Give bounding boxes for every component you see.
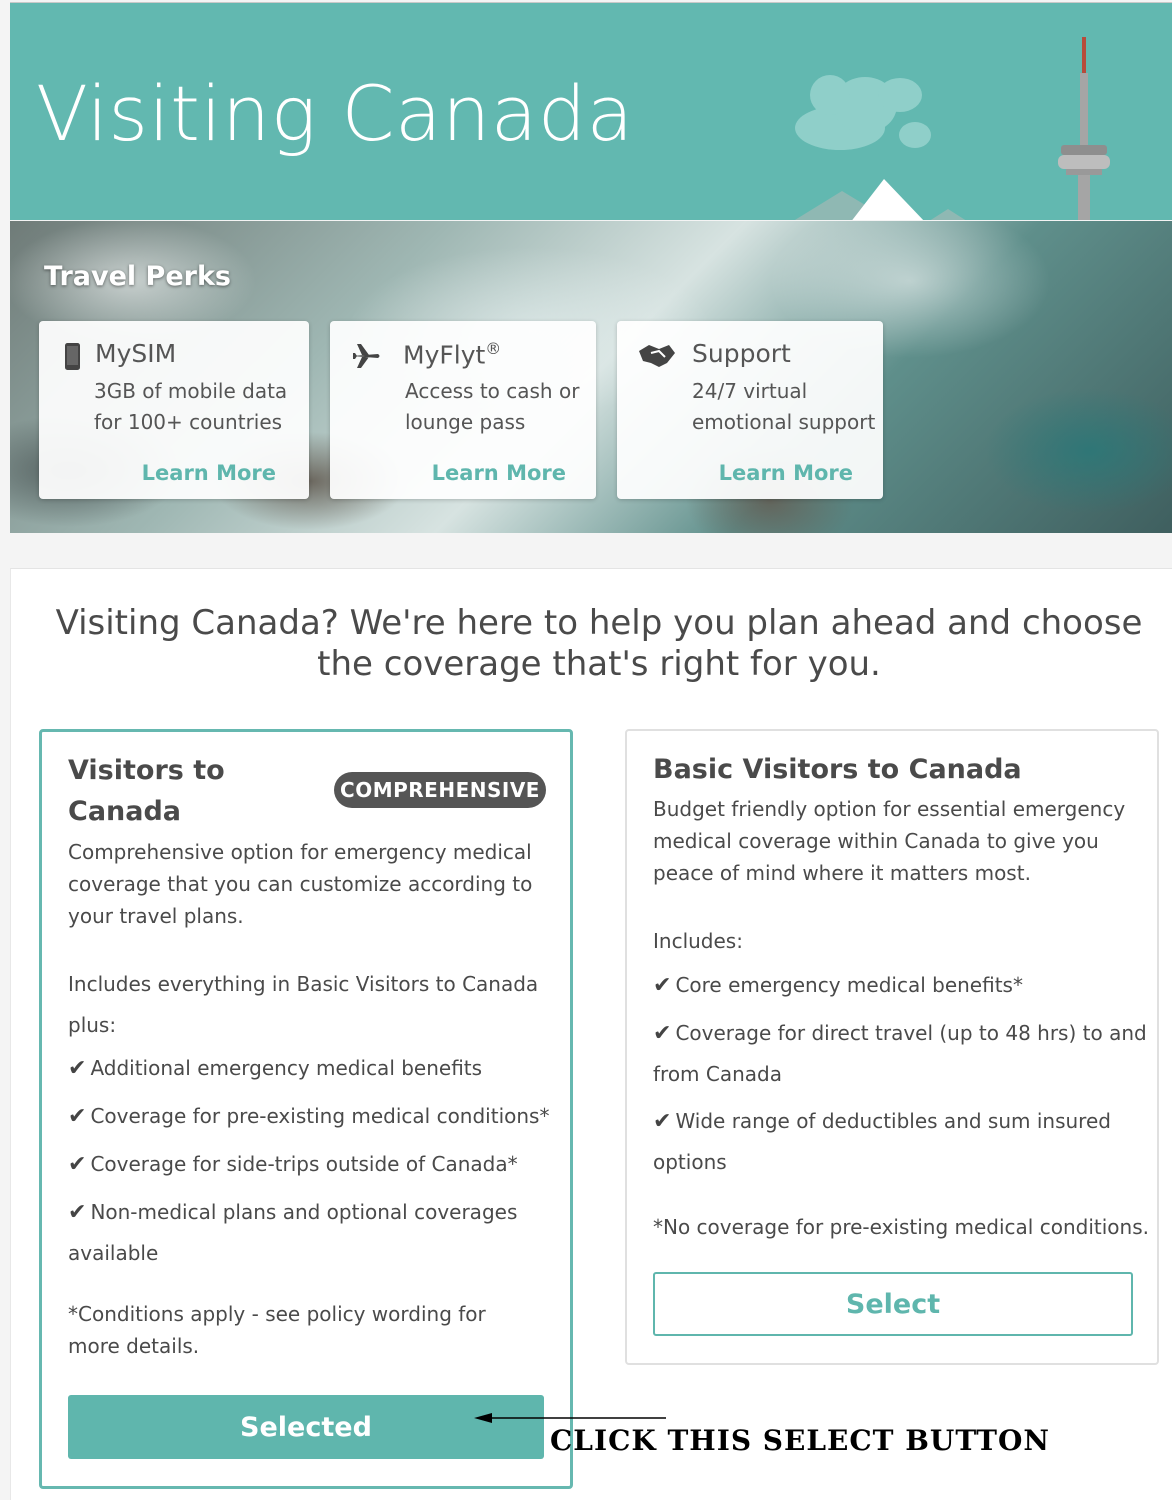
plan-footnote: *Conditions apply - see policy wording for more details. bbox=[68, 1302, 486, 1358]
checkmark-icon: ✔ bbox=[653, 1021, 672, 1046]
perk-card-mysim bbox=[39, 321, 309, 499]
perk-name: Support bbox=[692, 339, 791, 368]
handshake-icon bbox=[637, 341, 677, 371]
mountain-icon bbox=[790, 179, 970, 220]
feature-item: ✔ Coverage for direct travel (up to 48 hrs) to and from Canada bbox=[653, 1021, 1147, 1086]
plan-includes: Includes: bbox=[653, 929, 743, 953]
checkmark-icon: ✔ bbox=[653, 973, 672, 998]
travel-perks-section bbox=[10, 221, 1172, 533]
checkmark-icon: ✔ bbox=[68, 1152, 87, 1177]
comprehensive-badge: COMPREHENSIVE bbox=[334, 772, 546, 808]
plan-description: Budget friendly option for essential emergency medical coverage within Canada to give you peace of mind where it matters most. bbox=[653, 797, 1126, 885]
cloud-icon bbox=[795, 75, 931, 150]
plan-description: Comprehensive option for emergency medical coverage that you can customize according to your travel plans. bbox=[68, 840, 533, 928]
plan-card-comprehensive bbox=[39, 729, 573, 1489]
perk-description: 3GB of mobile data for 100+ countries bbox=[94, 379, 288, 434]
feature-item: ✔ Coverage for pre-existing medical conditions* bbox=[68, 1104, 550, 1129]
perk-card-myflyt bbox=[330, 321, 596, 499]
intro-heading: Visiting Canada? We're here to help you plan ahead and choose the coverage that's right for you. bbox=[55, 603, 1143, 684]
hero-title: Visiting Canada bbox=[36, 69, 634, 158]
plan-title: Visitors to Canada bbox=[68, 755, 225, 827]
learn-more-link[interactable]: Learn More bbox=[718, 461, 853, 485]
checkmark-icon: ✔ bbox=[653, 1109, 672, 1134]
hero-banner bbox=[10, 2, 1172, 220]
plans-section bbox=[10, 568, 1172, 1500]
cn-tower-icon bbox=[1058, 37, 1110, 220]
perk-description: 24/7 virtual emotional support bbox=[692, 379, 876, 434]
feature-item: ✔ Coverage for side-trips outside of Canada* bbox=[68, 1152, 518, 1177]
travel-perks-title: Travel Perks bbox=[44, 261, 231, 292]
plan-card-basic bbox=[625, 729, 1159, 1365]
perk-name: MyFlyt® bbox=[403, 339, 502, 370]
feature-item: ✔ Wide range of deductibles and sum insured options bbox=[653, 1109, 1111, 1174]
phone-icon bbox=[57, 341, 87, 371]
hero-illustration bbox=[770, 33, 1170, 220]
selected-button[interactable]: Selected bbox=[68, 1395, 544, 1459]
plan-includes: Includes everything in Basic Visitors to Canada plus: bbox=[68, 972, 539, 1037]
feature-item: ✔ Core emergency medical benefits* bbox=[653, 973, 1023, 998]
checkmark-icon: ✔ bbox=[68, 1056, 87, 1081]
perk-card-support bbox=[617, 321, 883, 499]
perk-name: MySIM bbox=[95, 339, 177, 368]
plane-icon bbox=[350, 341, 380, 371]
checkmark-icon: ✔ bbox=[68, 1104, 87, 1129]
checkmark-icon: ✔ bbox=[68, 1200, 87, 1225]
perk-description: Access to cash or lounge pass bbox=[405, 379, 580, 434]
feature-item: ✔ Additional emergency medical benefits bbox=[68, 1056, 483, 1081]
select-button[interactable]: Select bbox=[653, 1272, 1133, 1336]
feature-item: ✔ Non-medical plans and optional coverages available bbox=[68, 1200, 518, 1265]
learn-more-link[interactable]: Learn More bbox=[141, 461, 276, 485]
annotation-text: CLICK THIS SELECT BUTTON bbox=[550, 1424, 1050, 1457]
plan-title: Basic Visitors to Canada bbox=[653, 754, 1022, 785]
plan-footnote: *No coverage for pre-existing medical conditions. bbox=[653, 1215, 1149, 1239]
learn-more-link[interactable]: Learn More bbox=[431, 461, 566, 485]
